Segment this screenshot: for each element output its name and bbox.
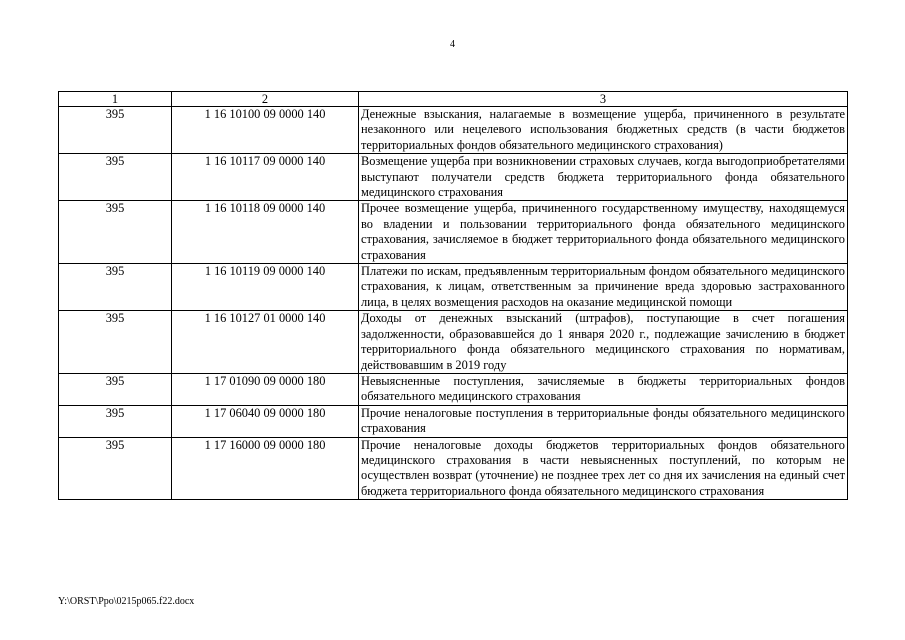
table-row	[59, 405, 848, 437]
revenue-description-cell: Прочие неналоговые поступления в территориальные фонды обязательного медицинского страхования	[359, 405, 848, 437]
table-row	[59, 201, 848, 264]
column-header-3: 3	[359, 92, 848, 107]
table-row	[59, 311, 848, 374]
admin-code-cell: 395	[59, 373, 172, 405]
page-number: 4	[450, 39, 455, 50]
table-row	[59, 373, 848, 405]
revenue-description-cell: Возмещение ущерба при возникновении страховых случаев, когда выгодоприобретателями выступают получатели средств бюджета территориального фонда обязательного медицинского страхования	[359, 154, 848, 201]
admin-code-cell: 395	[59, 405, 172, 437]
budget-classification-code-cell: 1 17 06040 09 0000 180	[172, 405, 359, 437]
document-file-path: Y:\ORST\Ppo\0215p065.f22.docx	[58, 596, 195, 607]
admin-code-cell: 395	[59, 264, 172, 311]
admin-code-cell: 395	[59, 437, 172, 500]
revenue-description-cell: Прочее возмещение ущерба, причиненного государственному имуществу, находящемуся во владении и пользовании территориального фонда обязательного медицинского страхования, зачисляемое в бюджет территориального фонда обязательного медицинского страхования	[359, 201, 848, 264]
table-header-row	[59, 92, 848, 107]
column-header-1: 1	[59, 92, 172, 107]
budget-classification-code-cell: 1 17 16000 09 0000 180	[172, 437, 359, 500]
budget-classification-code-cell: 1 16 10117 09 0000 140	[172, 154, 359, 201]
budget-classification-code-cell: 1 16 10118 09 0000 140	[172, 201, 359, 264]
budget-classification-code-cell: 1 16 10100 09 0000 140	[172, 107, 359, 154]
table-row	[59, 437, 848, 500]
budget-codes-table	[58, 91, 848, 500]
budget-classification-code-cell: 1 16 10127 01 0000 140	[172, 311, 359, 374]
column-header-2: 2	[172, 92, 359, 107]
admin-code-cell: 395	[59, 107, 172, 154]
revenue-description-cell: Прочие неналоговые доходы бюджетов территориальных фондов обязательного медицинского страхования в части невыясненных поступлений, по которым не осуществлен возврат (уточнение) не позднее трех лет со дня их зачисления на единый счет бюджета территориального фонда обязательного медицинского страхования	[359, 437, 848, 500]
budget-classification-code-cell: 1 16 10119 09 0000 140	[172, 264, 359, 311]
revenue-description-cell: Невыясненные поступления, зачисляемые в бюджеты территориальных фондов обязательного медицинского страхования	[359, 373, 848, 405]
revenue-description-cell: Денежные взыскания, налагаемые в возмещение ущерба, причиненного в результате незаконного или нецелевого использования бюджетных средств (в части бюджетов территориальных фондов обязательного медицинского страхования)	[359, 107, 848, 154]
table-row	[59, 264, 848, 311]
table-row	[59, 154, 848, 201]
admin-code-cell: 395	[59, 311, 172, 374]
table-row	[59, 107, 848, 154]
revenue-description-cell: Платежи по искам, предъявленным территориальным фондом обязательного медицинского страхования, к лицам, ответственным за причинение вреда здоровью застрахованного лица, в целях возмещения расходов на оказание медицинской помощи	[359, 264, 848, 311]
revenue-description-cell: Доходы от денежных взысканий (штрафов), поступающие в счет погашения задолженности, образовавшейся до 1 января 2020 г., подлежащие зачислению в бюджет территориального фонда обязательного медицинского страхования по нормативам, действовавшим в 2019 году	[359, 311, 848, 374]
admin-code-cell: 395	[59, 154, 172, 201]
admin-code-cell: 395	[59, 201, 172, 264]
budget-classification-code-cell: 1 17 01090 09 0000 180	[172, 373, 359, 405]
